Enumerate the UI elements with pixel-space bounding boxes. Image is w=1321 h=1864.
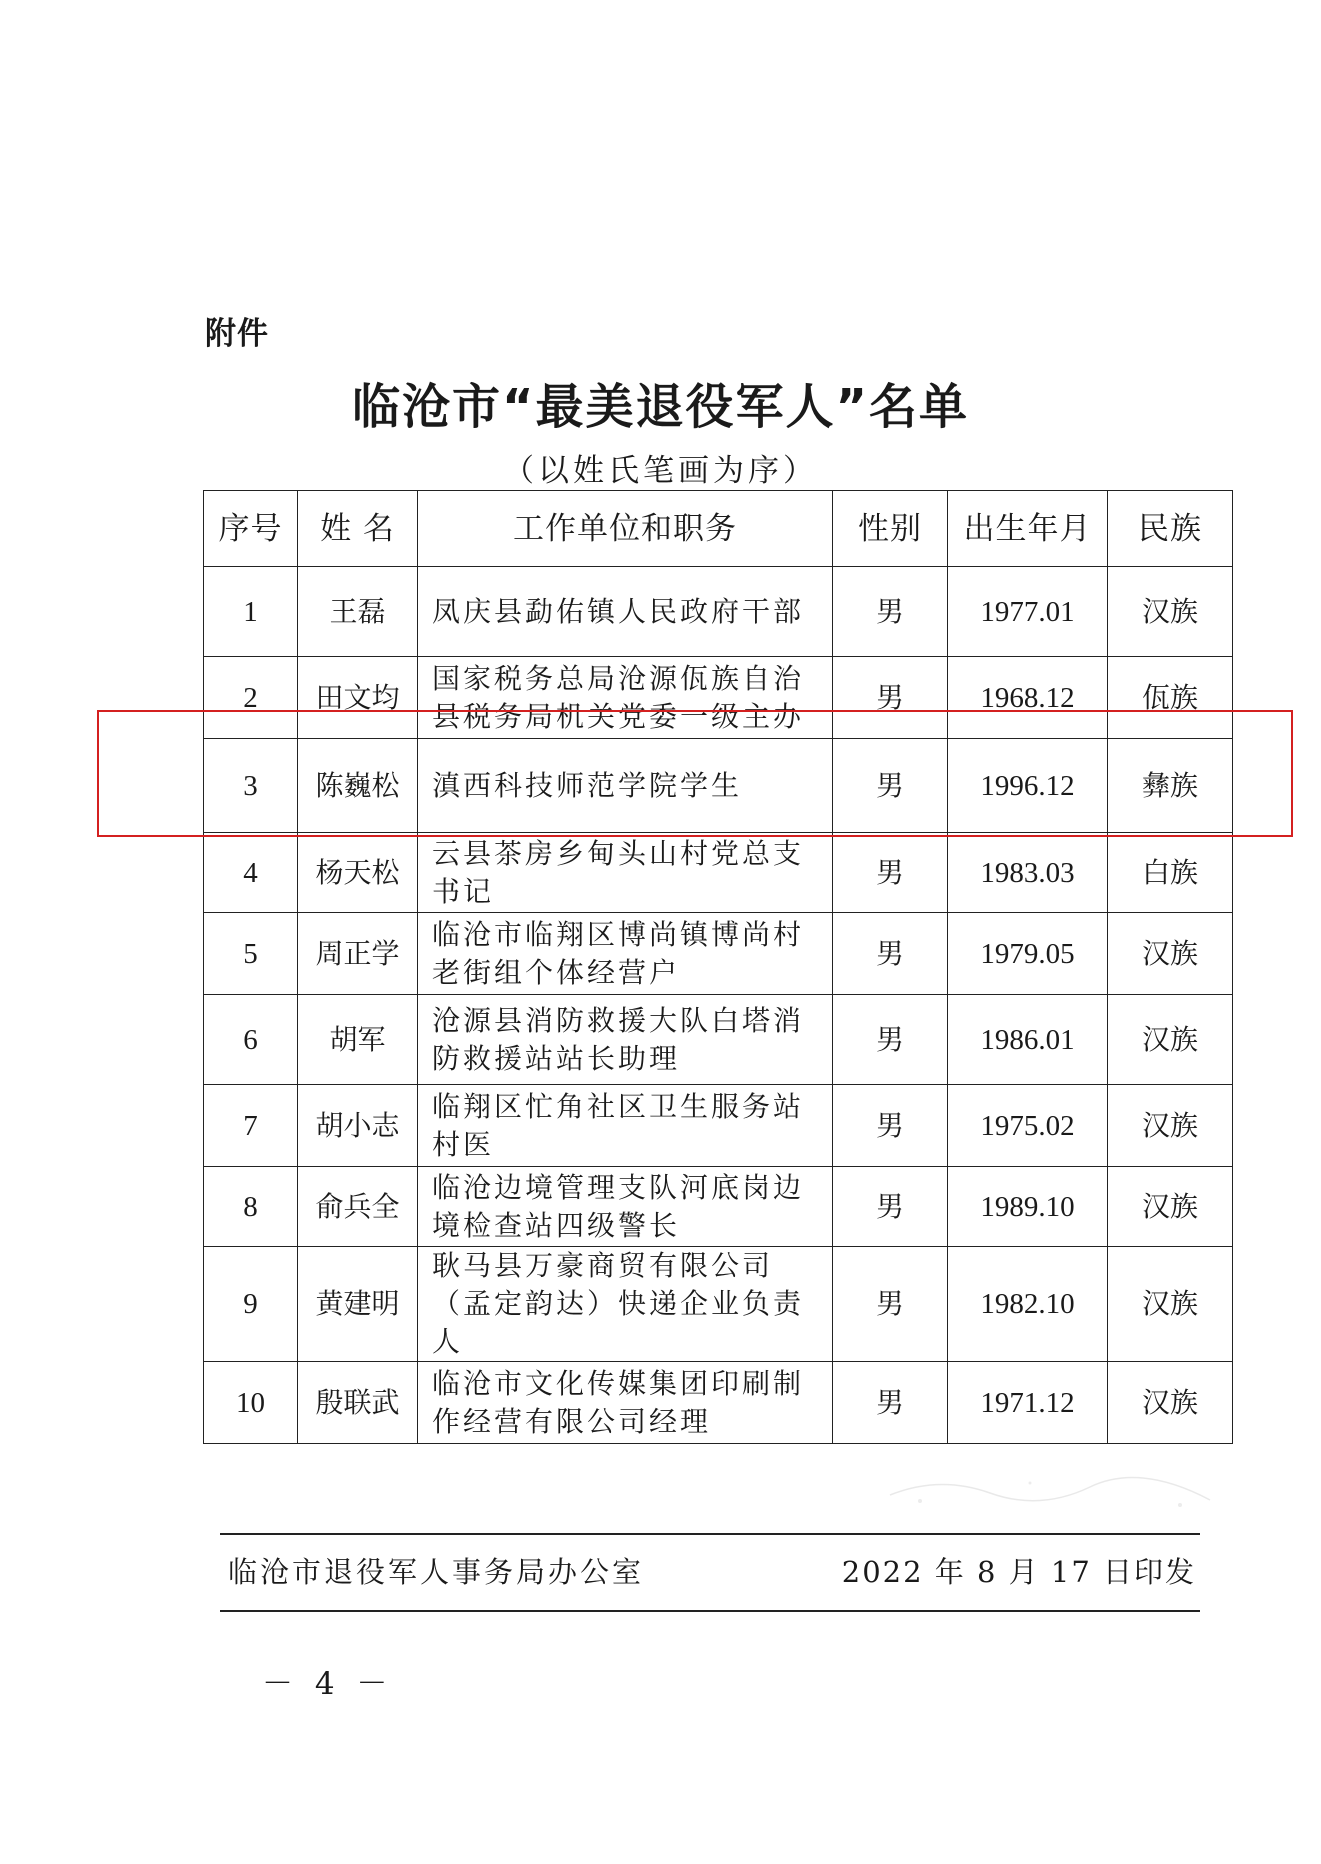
footer-top-rule	[220, 1533, 1200, 1535]
cell-unit: 临沧边境管理支队河底岗边境检查站四级警长	[418, 1167, 833, 1247]
cell-birth: 1982.10	[948, 1247, 1108, 1362]
cell-ethnicity: 汉族	[1108, 1362, 1233, 1444]
cell-seq: 9	[204, 1247, 298, 1362]
cell-unit: 耿马县万豪商贸有限公司（孟定韵达）快递企业负责人	[418, 1247, 833, 1362]
table-header-row	[204, 491, 1233, 567]
cell-gender: 男	[833, 1167, 948, 1247]
cell-birth: 1975.02	[948, 1085, 1108, 1167]
cell-birth: 1996.12	[948, 739, 1108, 833]
cell-unit: 国家税务总局沧源佤族自治县税务局机关党委一级主办	[418, 657, 833, 739]
document-subtitle: （以姓氏笔画为序）	[503, 453, 818, 489]
cell-birth: 1989.10	[948, 1167, 1108, 1247]
cell-birth: 1986.01	[948, 995, 1108, 1085]
cell-unit: 临翔区忙角社区卫生服务站村医	[418, 1085, 833, 1167]
cell-seq: 2	[204, 657, 298, 739]
cell-name: 田文均	[298, 657, 418, 739]
table-row	[204, 1085, 1233, 1167]
footer-issue-date: 2022 年 8 月 17 日印发	[841, 1555, 1196, 1589]
footer-bottom-rule	[220, 1610, 1200, 1612]
cell-seq: 3	[204, 739, 298, 833]
table-row	[204, 913, 1233, 995]
cell-seq: 4	[204, 833, 298, 913]
table-row	[204, 1247, 1233, 1362]
cell-birth: 1979.05	[948, 913, 1108, 995]
cell-seq: 1	[204, 567, 298, 657]
cell-name: 黄建明	[298, 1247, 418, 1362]
cell-birth: 1971.12	[948, 1362, 1108, 1444]
cell-seq: 8	[204, 1167, 298, 1247]
table-row	[204, 1167, 1233, 1247]
cell-ethnicity: 汉族	[1108, 1247, 1233, 1362]
table-row	[204, 833, 1233, 913]
cell-unit: 临沧市临翔区博尚镇博尚村老街组个体经营户	[418, 913, 833, 995]
cell-seq: 6	[204, 995, 298, 1085]
footer-issuer: 临沧市退役军人事务局办公室	[228, 1555, 645, 1589]
document-title: 临沧市“最美退役军人”名单	[351, 379, 970, 435]
cell-unit: 沧源县消防救援大队白塔消防救援站站长助理	[418, 995, 833, 1085]
cell-gender: 男	[833, 995, 948, 1085]
cell-ethnicity: 汉族	[1108, 1167, 1233, 1247]
cell-unit: 云县茶房乡甸头山村党总支书记	[418, 833, 833, 913]
cell-ethnicity: 汉族	[1108, 1085, 1233, 1167]
header-ethnicity: 民族	[1108, 491, 1233, 567]
cell-name: 俞兵全	[298, 1167, 418, 1247]
cell-name: 周正学	[298, 913, 418, 995]
cell-gender: 男	[833, 1247, 948, 1362]
cell-gender: 男	[833, 913, 948, 995]
cell-name: 杨天松	[298, 833, 418, 913]
cell-seq: 5	[204, 913, 298, 995]
cell-unit: 滇西科技师范学院学生	[418, 739, 833, 833]
cell-gender: 男	[833, 1362, 948, 1444]
cell-ethnicity: 汉族	[1108, 567, 1233, 657]
header-gender: 性别	[833, 491, 948, 567]
scan-smudge	[880, 1465, 1220, 1515]
cell-gender: 男	[833, 657, 948, 739]
cell-ethnicity: 汉族	[1108, 913, 1233, 995]
page-number: － 4 －	[262, 1666, 394, 1702]
cell-seq: 10	[204, 1362, 298, 1444]
table-row	[204, 1362, 1233, 1444]
cell-birth: 1983.03	[948, 833, 1108, 913]
cell-gender: 男	[833, 1085, 948, 1167]
cell-gender: 男	[833, 739, 948, 833]
cell-ethnicity: 彝族	[1108, 739, 1233, 833]
cell-name: 殷联武	[298, 1362, 418, 1444]
cell-name: 王磊	[298, 567, 418, 657]
cell-name: 胡军	[298, 995, 418, 1085]
table-row	[204, 657, 1233, 739]
cell-unit: 临沧市文化传媒集团印刷制作经营有限公司经理	[418, 1362, 833, 1444]
cell-unit: 凤庆县勐佑镇人民政府干部	[418, 567, 833, 657]
cell-seq: 7	[204, 1085, 298, 1167]
cell-birth: 1977.01	[948, 567, 1108, 657]
cell-gender: 男	[833, 567, 948, 657]
cell-gender: 男	[833, 833, 948, 913]
cell-ethnicity: 汉族	[1108, 995, 1233, 1085]
cell-ethnicity: 白族	[1108, 833, 1233, 913]
header-birth: 出生年月	[948, 491, 1108, 567]
attachment-label: 附件	[205, 316, 269, 352]
cell-name: 陈巍松	[298, 739, 418, 833]
cell-birth: 1968.12	[948, 657, 1108, 739]
header-unit: 工作单位和职务	[418, 491, 833, 567]
table-row	[204, 739, 1233, 833]
header-name: 姓 名	[298, 491, 418, 567]
cell-name: 胡小志	[298, 1085, 418, 1167]
table-row	[204, 995, 1233, 1085]
header-seq: 序号	[204, 491, 298, 567]
table-row	[204, 567, 1233, 657]
roster-table	[203, 490, 1233, 1444]
cell-ethnicity: 佤族	[1108, 657, 1233, 739]
